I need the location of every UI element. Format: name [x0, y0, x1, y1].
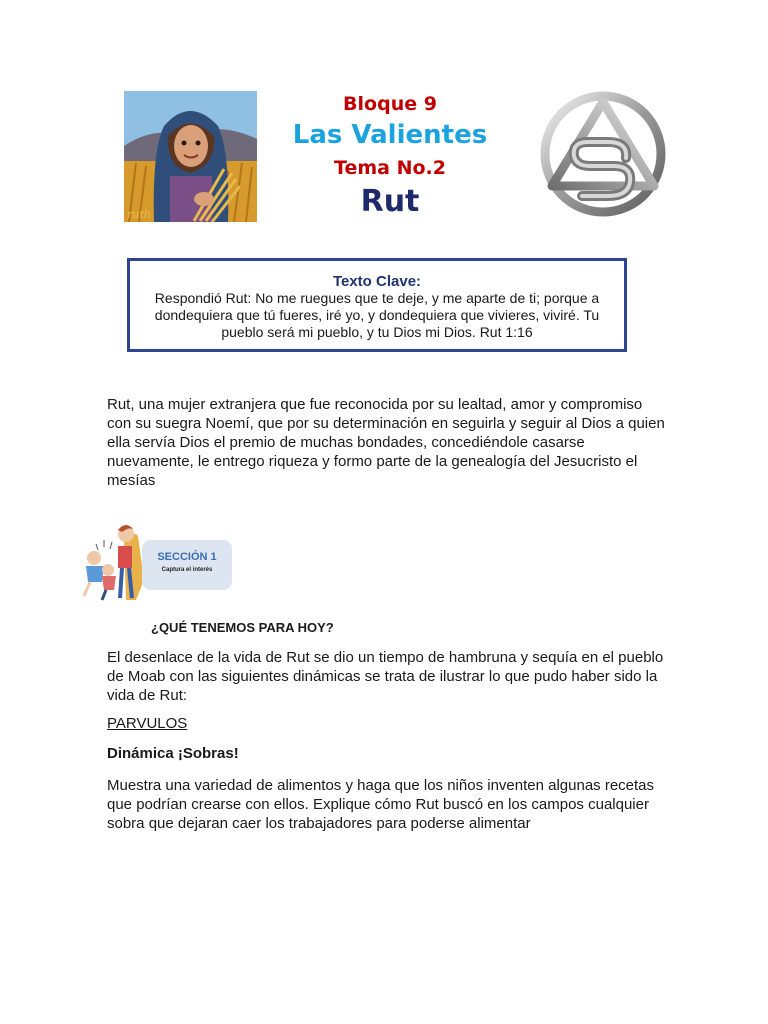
tema-label: Tema No.2 — [334, 157, 446, 179]
intro-paragraph: Rut, una mujer extranjera que fue reconocida por su lealtad, amor y compromiso con su suegra Noemí, que por su determinación en seguirla y seguir al Dios a quien ella servía Dios el premio de muchas bondades, concediéndole casarse nuevamente, le entrego riqueza y formo parte de la genealogía del Jesucristo el mesías — [107, 396, 665, 489]
activity-title: Dinámica ¡Sobras! — [107, 745, 239, 762]
key-text-title: Texto Clave: — [332, 273, 422, 290]
question-heading: ¿QUÉ TENEMOS PARA HOY? — [151, 620, 334, 635]
context-paragraph: El desenlace de la vida de Rut se dio un tiempo de hambruna y sequía en el pueblo de Moab con las siguientes dinámicas se trata de ilustrar lo que pudo haber sido la vida de Rut: — [107, 649, 664, 704]
key-text-box — [127, 258, 627, 352]
section-subtitle: Captura el interés — [161, 567, 213, 573]
series-title: Las Valientes — [292, 120, 488, 150]
bloque-label: Bloque 9 — [343, 93, 437, 115]
svg-text:ruth: ruth — [127, 208, 151, 221]
activity-paragraph: Muestra una variedad de alimentos y haga que los niños inventen algunas recetas que podrían crearse con ellos. Explique cómo Rut buscó en los campos cualquier sobra que dejaran caer los trabajadores para poderse alimentar — [107, 777, 655, 832]
age-group-heading: PARVULOS — [107, 715, 188, 732]
lesson-title: Rut — [360, 184, 420, 219]
section-badge — [142, 540, 232, 590]
church-logo — [528, 78, 678, 230]
key-text-verse: Respondió Rut: No me ruegues que te deje, y me aparte de ti; porque a dondequiera que tú fueres, iré yo, y dondequiera que vivieres, viviré. Tu pueblo será mi pueblo, y tu Dios mi Dios. Rut 1:16 — [154, 290, 600, 340]
section-title: SECCIÓN 1 — [157, 551, 217, 563]
ruth-illustration — [124, 91, 257, 222]
